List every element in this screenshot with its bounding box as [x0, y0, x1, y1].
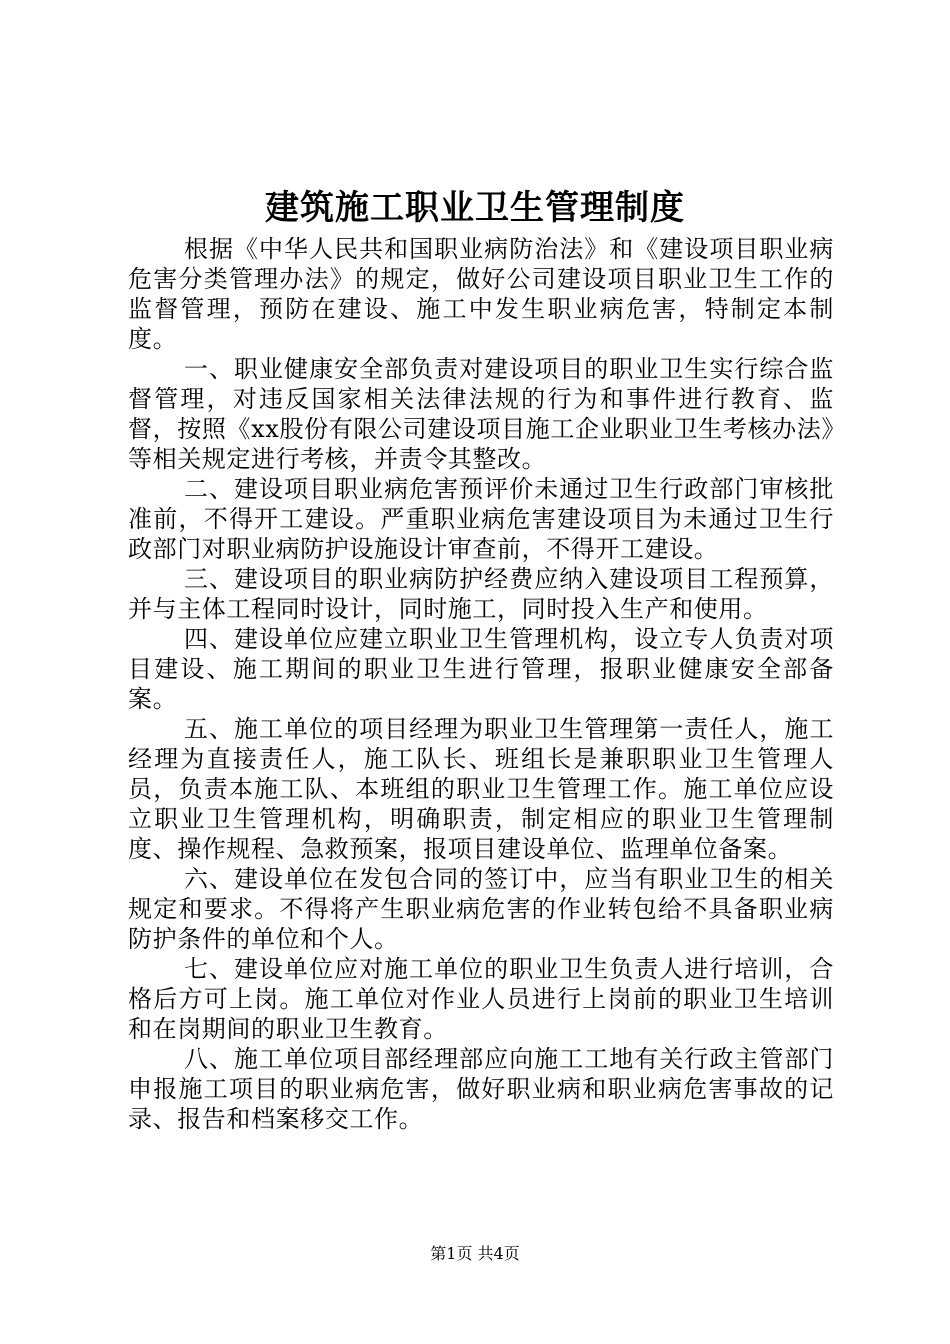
- paragraph-clause-5: 五、施工单位的项目经理为职业卫生管理第一责任人，施工经理为直接责任人，施工队长、班组长是兼职职业卫生管理人员，负责本施工队、本班组的职业卫生管理工作。施工单位应设立职业卫生管理机构，明确职责，制定相应的职业卫生管理制度、操作规程、急救预案，报项目建设单位、监理单位备案。: [128, 715, 834, 863]
- page-number-footer: 第1页 共4页: [430, 1244, 520, 1263]
- document-title: 建筑施工职业卫生管理制度: [265, 188, 685, 228]
- paragraph-clause-3: 三、建设项目的职业病防护经费应纳入建设项目工程预算，并与主体工程同时设计，同时施工，同时投入生产和使用。: [128, 565, 834, 623]
- paragraph-clause-1: 一、职业健康安全部负责对建设项目的职业卫生实行综合监督管理，对违反国家相关法律法规的行为和事件进行教育、监督，按照《xx股份有限公司建设项目施工企业职业卫生考核办法》等相关规定进行考核，并责令其整改。: [128, 355, 834, 473]
- paragraph-clause-6: 六、建设单位在发包合同的签订中，应当有职业卫生的相关规定和要求。不得将产生职业病危害的作业转包给不具备职业病防护条件的单位和个人。: [128, 865, 834, 953]
- paragraph-clause-8: 八、施工单位项目部经理部应向施工工地有关行政主管部门申报施工项目的职业病危害，做好职业病和职业病危害事故的记录、报告和档案移交工作。: [128, 1045, 834, 1133]
- document-body: [128, 234, 834, 1134]
- paragraph-clause-4: 四、建设单位应建立职业卫生管理机构，设立专人负责对项目建设、施工期间的职业卫生进行管理，报职业健康安全部备案。: [128, 625, 834, 713]
- paragraph-clause-7: 七、建设单位应对施工单位的职业卫生负责人进行培训，合格后方可上岗。施工单位对作业人员进行上岗前的职业卫生培训和在岗期间的职业卫生教育。: [128, 955, 834, 1043]
- paragraph-intro: 根据《中华人民共和国职业病防治法》和《建设项目职业病危害分类管理办法》的规定，做好公司建设项目职业卫生工作的监督管理，预防在建设、施工中发生职业病危害，特制定本制度。: [128, 235, 834, 353]
- paragraph-clause-2: 二、建设项目职业病危害预评价未通过卫生行政部门审核批准前，不得开工建设。严重职业病危害建设项目为未通过卫生行政部门对职业病防护设施设计审查前，不得开工建设。: [128, 475, 834, 563]
